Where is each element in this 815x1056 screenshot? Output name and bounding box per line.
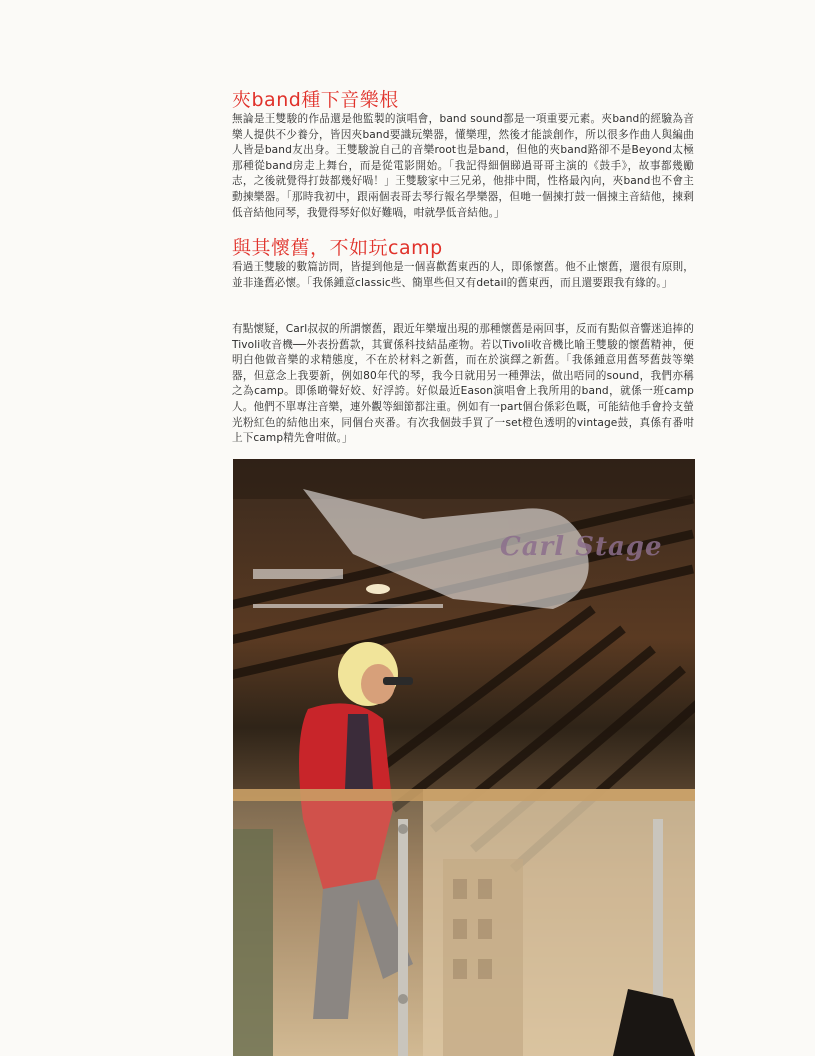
section-heading-camp: 與其懷舊，不如玩camp bbox=[232, 237, 443, 259]
watermark-label: Carl Stage bbox=[500, 532, 663, 562]
section-body-camp-intro: 看過王雙駿的數篇訪問，皆提到他是一個喜歡舊東西的人，即係懷舊。他不止懷舊，還很有原則，並非逢舊必懷。「我係鍾意classic些、簡單些但又有detail的舊東西，而且還要跟我有緣的。」 bbox=[232, 261, 694, 289]
section-heading-band-roots: 夾band種下音樂根 bbox=[232, 89, 399, 111]
section-body-band-roots: 無論是王雙駿的作品還是他監製的演唱會，band sound都是一項重要元素。夾band的經驗為音樂人提供不少養分，皆因夾band要識玩樂器，懂樂理，然後才能談創作，所以很多作曲人與編曲人皆是band友出身。王雙駿說自己的音樂root也是band，但他的夾band路卻不是Beyond太極那種從band房走上舞台，而是從電影開始。「我記得細個睇過哥哥主演的《鼓手》，故事都幾勵志，之後就覺得打鼓都幾好喎！」王雙駿家中三兄弟，他排中間，性格最內向，夾band也不會主動揀樂器。「那時我初中，跟兩個表哥去琴行報名學樂器，但哋一個揀打鼓一個揀主音結他，揀剩低音結他同琴，我覺得琴好似好難喎，咁就學低音結他。」 bbox=[232, 113, 694, 219]
section-body-camp-main: 有點懷疑，Carl叔叔的所謂懷舊，跟近年樂壇出現的那種懷舊是兩回事，反而有點似音響迷追捧的Tivoli收音機──外表扮舊款，其實係科技結晶產物。若以Tivoli收音機比喻王雙駿的懷舊精神，便明白他做音樂的求精態度，不在於材料之新舊，而在於演繹之新舊。「我係鍾意用舊琴舊鼓等樂器，但意念上我要新，例如80年代的琴，我今日就用另一種彈法，做出唔同的sound，我們亦稱之為camp。即係啲聲好姣、好浮誇。好似最近Eason演唱會上我所用的band，就係一班camp人。他們不單專注音樂，連外觀等細節都注重。例如有一part個台係彩色嘅，可能結他手會拎支螢光粉紅色的結他出來，同個台夾番。有次我個鼓手買了一set橙色透明的vintage鼓，真係有番咁上下camp精先會咁做。」 bbox=[232, 323, 694, 445]
